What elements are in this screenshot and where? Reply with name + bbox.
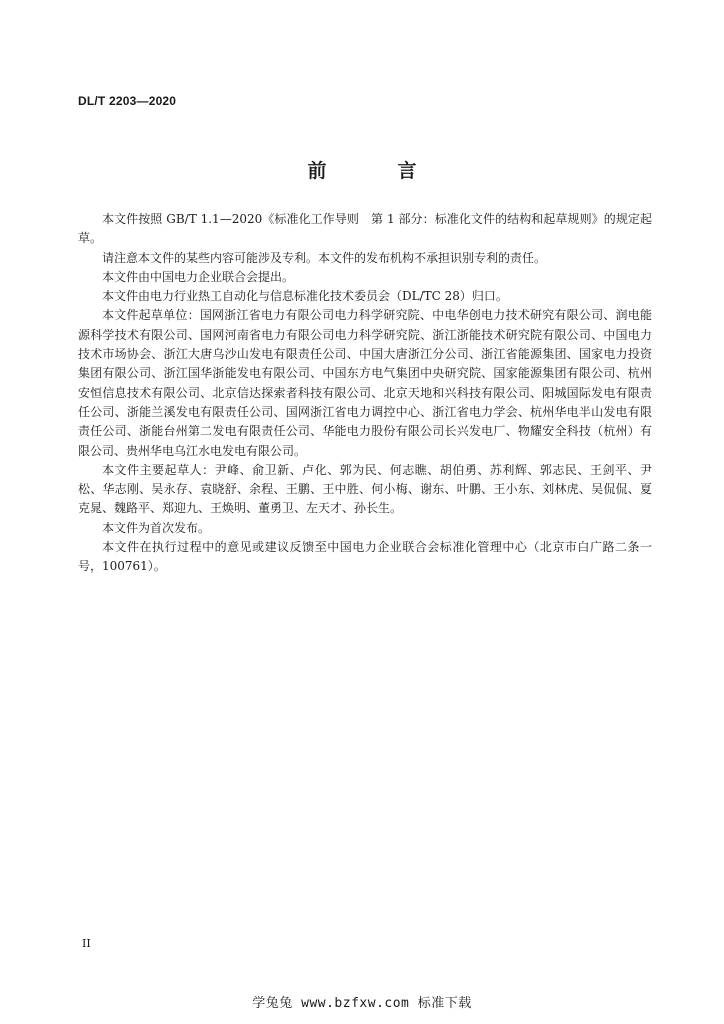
paragraph-first-release: 本文件为首次发布。 [102,520,211,535]
paragraph-committee: 本文件由电力行业热工自动化与信息标准化技术委员会（DL/TC 28）归口。 [102,289,508,304]
document-code-header: DL/T 2203—2020 [78,94,177,108]
paragraph-proposer: 本文件由中国电力企业联合会提出。 [102,269,295,284]
paragraph-drafting-rules: 本文件按照 GB/T 1.1—2020《标准化工作导则 第 1 部分：标准化文件的结构和起草规则》的规定起草。 [78,212,652,246]
paragraph-patent-notice: 请注意本文件的某些内容可能涉及专利。本文件的发布机构不承担识别专利的责任。 [102,250,547,265]
paragraph-feedback: 本文件在执行过程中的意见或建议反馈至中国电力企业联合会标准化管理中心（北京市白广路二条一号，100761）。 [78,540,652,574]
paragraph-drafters: 本文件主要起草人：尹峰、俞卫新、卢化、郭为民、何志瞧、胡伯勇、苏利辉、郭志民、王剑平、尹松、华志刚、吴永存、袁晓舒、余程、王鹏、王中胜、何小梅、谢东、叶鹏、王小东、刘林虎、吴侃侃、夏克晁、魏路平、郑迎九、王焕明、董勇卫、左天才、孙长生。 [78,462,652,516]
section-title: 前 言 [307,160,443,182]
site-watermark: 学兔兔 www.bzfxw.com 标准下载 [252,996,472,1011]
page-number: II [82,937,91,950]
paragraph-drafting-units: 本文件起草单位：国网浙江省电力有限公司电力科学研究院、中电华创电力技术研究有限公司、润电能源科学技术有限公司、国网河南省电力有限公司电力科学研究院、浙江浙能技术研究院有限公司、中国电力技术市场协会、浙江大唐乌沙山发电有限责任公司、中国大唐浙江分公司、浙江省能源集团、国家电力投资集团有限公司、浙江国华浙能发电有限公司、中国东方电气集团中央研究院、国家能源集团有限公司、杭州安恒信息技术有限公司、北京信达探索者科技有限公司、北京天地和兴科技有限公司、阳城国际发电有限责任公司、浙能兰溪发电有限责任公司、国网浙江省电力调控中心、浙江省电力学会、杭州华电半山发电有限责任公司、浙能台州第二发电有限责任公司、华能电力股份有限公司长兴发电厂、物耀安全科技（杭州）有限公司、贵州华电乌江水电发电有限公司。 [78,308,652,458]
foreword-body [78,210,652,577]
